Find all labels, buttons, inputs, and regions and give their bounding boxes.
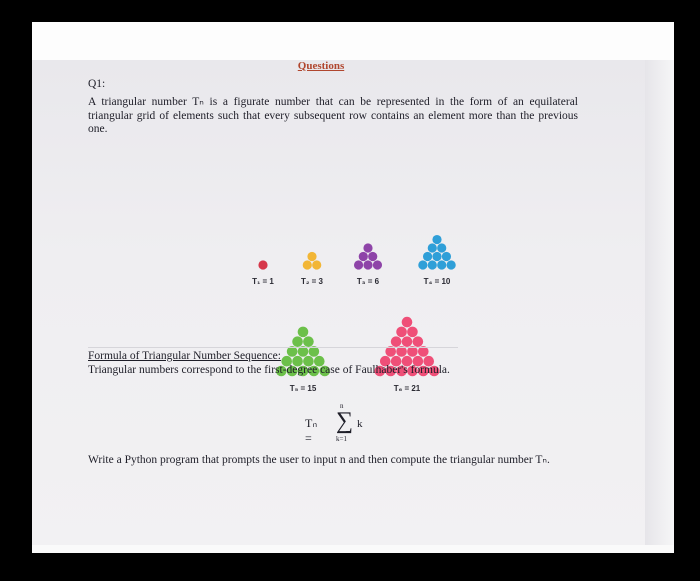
dot — [391, 336, 402, 347]
question-label: Q1: — [88, 78, 106, 90]
sum-upper-limit: n — [340, 402, 344, 410]
dot — [402, 336, 413, 347]
dot — [373, 260, 382, 269]
sigma-symbol: ∑ — [336, 408, 354, 434]
triangle-label: T₂ = 3 — [300, 277, 324, 286]
formula-lhs: Tₙ = — [305, 416, 318, 445]
dot — [396, 327, 407, 338]
dot — [303, 260, 312, 269]
dot — [423, 252, 432, 261]
dot — [437, 260, 446, 269]
triangle-T5 — [276, 327, 330, 393]
dot — [312, 260, 321, 269]
dot — [407, 327, 418, 338]
dot — [303, 336, 314, 347]
dot — [437, 243, 446, 252]
dot — [442, 252, 451, 261]
sheet-bottom-edge — [32, 545, 674, 553]
formula-heading: Formula of Triangular Number Sequence: — [88, 350, 281, 362]
dot — [298, 327, 309, 338]
triangle-T2 — [301, 252, 324, 286]
triangle-label: T₃ = 6 — [356, 277, 380, 286]
dot — [363, 243, 372, 252]
triangle-label: T₅ = 15 — [289, 384, 317, 393]
dot — [413, 336, 424, 347]
dot — [307, 252, 316, 261]
section-divider — [88, 347, 458, 348]
triangle-T4 — [418, 235, 455, 286]
intro-paragraph: A triangular number Tₙ is a figurate number that can be represented in the form of an equilateral triangular grid of elements such that every subsequent row contains an element more than the previous one. — [88, 96, 578, 135]
sum-lower-limit: k=1 — [336, 435, 347, 443]
dot — [432, 235, 441, 244]
dot — [368, 252, 377, 261]
formula-description: Triangular numbers correspond to the first-degree case of Faulhaber's formula. — [88, 364, 450, 376]
sum-term: k — [357, 418, 363, 430]
triangle-label: T₁ = 1 — [252, 277, 274, 286]
triangle-label: T₆ = 21 — [393, 384, 421, 393]
triangle-T6 — [375, 317, 440, 393]
document-title: Questions — [297, 60, 345, 72]
dot — [428, 243, 437, 252]
dot — [258, 260, 267, 269]
dot — [402, 317, 413, 328]
triangle-label: T₄ = 10 — [423, 277, 451, 286]
triangle-T3 — [354, 243, 382, 286]
dot — [292, 336, 303, 347]
dot — [354, 260, 363, 269]
dot — [418, 260, 427, 269]
dot — [432, 252, 441, 261]
dot — [447, 260, 456, 269]
task-paragraph: Write a Python program that prompts the user to input n and then compute the triangular number Tₙ. — [88, 454, 550, 466]
triangle-T1 — [252, 260, 274, 286]
dot — [428, 260, 437, 269]
dot — [359, 252, 368, 261]
dot — [363, 260, 372, 269]
